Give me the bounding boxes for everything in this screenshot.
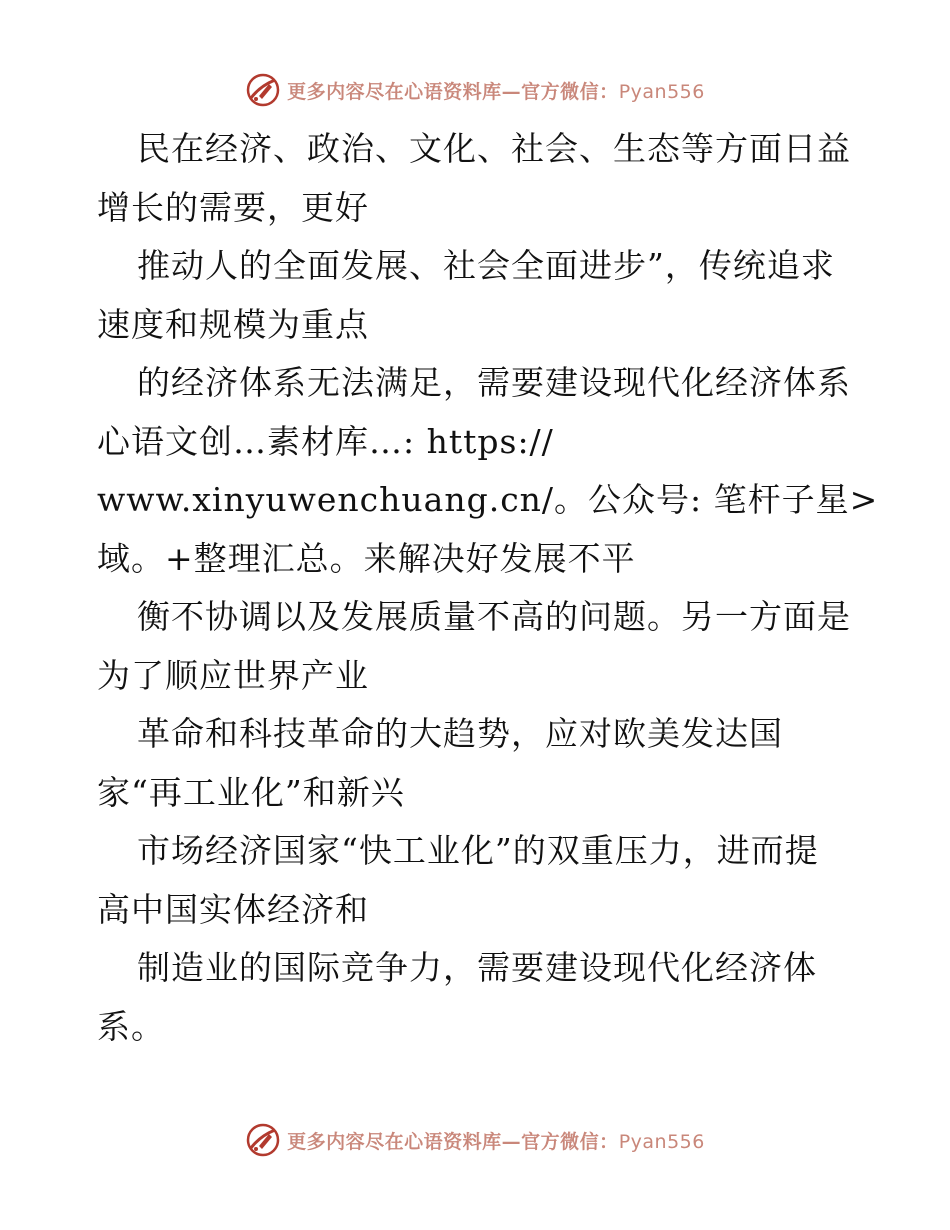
body-line: 家“再工业化”和新兴	[97, 772, 405, 812]
body-line: 推动人的全面发展、社会全面进步”，传统追求	[137, 246, 835, 285]
footer-banner-text	[287, 1127, 705, 1154]
body-line: www.xinyuwenchuang.cn/。公众号: 笔杆子星>	[97, 480, 879, 519]
pen-logo-icon	[245, 1122, 281, 1158]
body-line: 心语文创…素材库…: https://	[97, 421, 554, 461]
body-line: 域。+整理汇总。来解决好发展不平	[97, 538, 636, 578]
body-line: 的经济体系无法满足，需要建设现代化经济体系	[137, 363, 851, 402]
body-line: 增长的需要，更好	[97, 187, 369, 227]
body-line: 衡不协调以及发展质量不高的问题。另一方面是	[137, 597, 851, 636]
header-banner-title: 更多内容尽在心语资料库	[287, 80, 502, 103]
body-line: 速度和规模为重点	[97, 304, 369, 344]
footer-banner-title: 更多内容尽在心语资料库	[287, 1130, 502, 1153]
body-line: 为了顺应世界产业	[97, 655, 369, 695]
body-line: 高中国实体经济和	[97, 889, 369, 929]
header-banner-text	[287, 77, 705, 104]
body-line: 系。	[97, 1006, 165, 1046]
header-banner-sub: —官方微信：	[501, 80, 619, 103]
pen-logo-icon	[245, 72, 281, 108]
body-line: 制造业的国际竞争力，需要建设现代化经济体	[137, 948, 817, 987]
footer-banner	[0, 1120, 950, 1160]
body-line: 市场经济国家“快工业化”的双重压力，进而提	[137, 831, 819, 870]
footer-banner-sub: —官方微信：	[501, 1130, 619, 1153]
body-line: 革命和科技革命的大趋势，应对欧美发达国	[137, 714, 783, 753]
header-banner	[0, 70, 950, 110]
document-body	[97, 120, 879, 1056]
footer-banner-wechat: Pyan556	[618, 1130, 705, 1153]
header-banner-wechat: Pyan556	[618, 80, 705, 103]
body-line: 民在经济、政治、文化、社会、生态等方面日益	[137, 129, 851, 168]
